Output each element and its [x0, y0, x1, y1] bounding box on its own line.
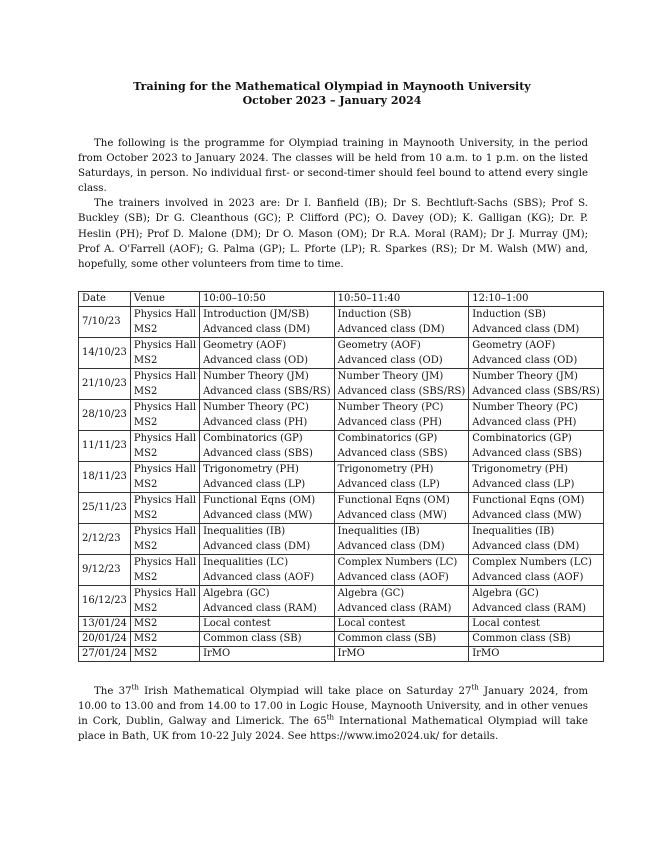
row-slot-3: [469, 555, 604, 586]
row-venue: [130, 617, 199, 632]
row-slot-3: [469, 493, 604, 524]
row-slot-1: [200, 400, 335, 431]
table-row: [79, 369, 604, 400]
row-venue: [130, 586, 199, 617]
row-slot-2: [334, 617, 469, 632]
row-slot-1: [200, 632, 335, 647]
row-venue-line: Physics Hall: [133, 309, 197, 320]
row-slot-2-line: Induction (SB): [337, 309, 412, 320]
row-slot-3: [469, 338, 604, 369]
row-slot-2-line: Combinatorics (GP): [337, 433, 438, 444]
row-slot-2-line: Advanced class (RAM): [337, 603, 452, 614]
header-slot-2: 10:50–11:40: [334, 292, 469, 307]
table-row: [79, 307, 604, 338]
outro-text-a: The 37: [94, 686, 132, 697]
table-header-row: [79, 292, 604, 307]
row-slot-2: [334, 632, 469, 647]
row-venue: [130, 369, 199, 400]
row-slot-3: [469, 617, 604, 632]
row-venue-line: MS2: [133, 618, 158, 629]
row-slot-1-line: Algebra (GC): [203, 588, 270, 599]
row-slot-1-line: Geometry (AOF): [203, 340, 287, 351]
row-slot-3-line: Advanced class (SBS): [472, 448, 583, 459]
row-venue: [130, 524, 199, 555]
row-venue-line: Physics Hall: [133, 557, 197, 568]
row-slot-3: [469, 524, 604, 555]
row-venue-line: Physics Hall: [133, 371, 197, 382]
row-slot-2: [334, 369, 469, 400]
row-slot-2: [334, 647, 469, 662]
row-date: 16/12/23: [79, 586, 131, 617]
row-slot-1: [200, 338, 335, 369]
row-slot-3-line: Trigonometry (PH): [472, 464, 569, 475]
row-slot-2-line: Common class (SB): [337, 633, 437, 644]
table-row: [79, 647, 604, 662]
row-slot-2-line: Functional Eqns (OM): [337, 495, 450, 506]
row-slot-1: [200, 462, 335, 493]
row-slot-1: [200, 617, 335, 632]
row-date: 9/12/23: [79, 555, 131, 586]
row-slot-1-line: Trigonometry (PH): [203, 464, 299, 475]
row-slot-2-line: Inequalities (IB): [337, 526, 420, 537]
row-date: 20/01/24: [79, 632, 131, 647]
row-slot-1-line: Advanced class (SBS/RS): [203, 386, 331, 397]
row-slot-1-line: Advanced class (AOF): [203, 572, 315, 583]
row-venue-line: MS2: [133, 603, 158, 614]
row-slot-3-line: IrMO: [472, 648, 500, 659]
row-date: 28/10/23: [79, 400, 131, 431]
row-venue-line: MS2: [133, 510, 158, 521]
row-slot-3: [469, 647, 604, 662]
row-slot-1-line: Advanced class (MW): [203, 510, 313, 521]
title-line-1: Training for the Mathematical Olympiad in Maynooth University: [133, 80, 531, 93]
intro-section: [78, 136, 588, 272]
row-venue: [130, 493, 199, 524]
row-slot-3-line: Number Theory (PC): [472, 402, 579, 413]
row-slot-2-line: Advanced class (DM): [337, 324, 445, 335]
row-slot-3: [469, 369, 604, 400]
header-date: Date: [79, 292, 131, 307]
row-slot-3-line: Local contest: [472, 618, 540, 629]
row-slot-3: [469, 462, 604, 493]
row-slot-1: [200, 369, 335, 400]
row-slot-1: [200, 307, 335, 338]
row-slot-2: [334, 586, 469, 617]
row-slot-2-line: Number Theory (JM): [337, 371, 444, 382]
row-venue: [130, 338, 199, 369]
intro-paragraph-2: The trainers involved in 2023 are: Dr I. Banfield (IB); Dr S. Bechtluft-Sachs (SBS); Prof S. Buckley (SB); Dr G. Cleanthous (GC); P. Clifford (PC); O. Davey (OD); K. Galligan (KG); Dr. P. Heslin (PH); Prof D. Malone (DM); Dr O. Mason (OM); Dr R.A. Moral (RAM); Dr J. Murray (JM); Prof A. O'Farrell (AOF); G. Palma (GP); L. Pforte (LP); R. Sparkes (RS); Dr M. Walsh (MW) and, hopefully, some other volunteers from time to time.: [78, 198, 588, 270]
row-venue-line: Physics Hall: [133, 464, 197, 475]
row-venue-line: Physics Hall: [133, 588, 197, 599]
header-venue: Venue: [130, 292, 199, 307]
row-slot-1-line: Combinatorics (GP): [203, 433, 303, 444]
row-slot-2-line: Number Theory (PC): [337, 402, 444, 413]
row-slot-2-line: Advanced class (LP): [337, 479, 440, 490]
row-slot-1-line: Common class (SB): [203, 633, 302, 644]
row-venue-line: Physics Hall: [133, 340, 197, 351]
row-slot-2-line: Advanced class (MW): [337, 510, 447, 521]
row-venue-line: MS2: [133, 417, 158, 428]
row-slot-1-line: Functional Eqns (OM): [203, 495, 316, 506]
intro-paragraph-1: The following is the programme for Olympiad training in Maynooth University, in the period from October 2023 to January 2024. The classes will be held from 10 a.m. to 1 p.m. on the listed Saturdays, in person. No individual first- or second-timer should feel bound to attend every single class.: [78, 138, 588, 195]
row-slot-3-line: Advanced class (MW): [472, 510, 582, 521]
table-row: [79, 524, 604, 555]
row-date: 21/10/23: [79, 369, 131, 400]
row-venue: [130, 555, 199, 586]
row-slot-3-line: Advanced class (DM): [472, 541, 580, 552]
row-venue-line: Physics Hall: [133, 526, 197, 537]
row-slot-3-line: Number Theory (JM): [472, 371, 578, 382]
row-venue-line: MS2: [133, 633, 158, 644]
row-slot-3-line: Advanced class (DM): [472, 324, 580, 335]
row-slot-1-line: Advanced class (OD): [203, 355, 309, 366]
row-slot-2-line: Advanced class (PH): [337, 417, 442, 428]
row-venue-line: MS2: [133, 448, 158, 459]
row-slot-1-line: Advanced class (RAM): [203, 603, 317, 614]
row-date: 11/11/23: [79, 431, 131, 462]
row-slot-2: [334, 524, 469, 555]
table-row: [79, 617, 604, 632]
row-slot-1: [200, 586, 335, 617]
table-row: [79, 586, 604, 617]
row-slot-2: [334, 555, 469, 586]
row-slot-1: [200, 524, 335, 555]
row-slot-3-line: Inequalities (IB): [472, 526, 555, 537]
row-slot-1-line: Advanced class (LP): [203, 479, 306, 490]
row-slot-3-line: Advanced class (PH): [472, 417, 577, 428]
row-slot-1-line: Inequalities (LC): [203, 557, 289, 568]
outro-section: [78, 684, 588, 744]
row-slot-2-line: Advanced class (OD): [337, 355, 443, 366]
row-date: 25/11/23: [79, 493, 131, 524]
row-venue-line: MS2: [133, 386, 158, 397]
row-slot-2-line: Advanced class (SBS/RS): [337, 386, 466, 397]
outro-text-c: January 2024, from 10.00 to 13.00 and from 14.00 to 17.00 in Logic House, Maynooth University, and in other venues in Cork, Dublin, Galway and Limerick. The 65: [78, 686, 588, 728]
row-slot-3-line: Advanced class (SBS/RS): [472, 386, 600, 397]
row-venue-line: MS2: [133, 324, 158, 335]
outro-paragraph: [78, 684, 588, 744]
row-slot-3-line: Algebra (GC): [472, 588, 539, 599]
row-slot-3: [469, 431, 604, 462]
row-venue: [130, 431, 199, 462]
row-slot-3-line: Advanced class (OD): [472, 355, 578, 366]
schedule-body: [79, 307, 604, 662]
row-slot-3-line: Functional Eqns (OM): [472, 495, 585, 506]
row-venue-line: Physics Hall: [133, 495, 197, 506]
row-date: 14/10/23: [79, 338, 131, 369]
row-slot-3: [469, 307, 604, 338]
row-slot-1-line: Advanced class (DM): [203, 324, 311, 335]
row-venue: [130, 307, 199, 338]
row-date: 2/12/23: [79, 524, 131, 555]
outro-sup-1: th: [131, 683, 139, 692]
outro-sup-2: th: [471, 683, 479, 692]
header-slot-1: 10:00–10:50: [200, 292, 335, 307]
header-slot-3: 12:10–1:00: [469, 292, 604, 307]
row-slot-2-line: IrMO: [337, 648, 365, 659]
row-slot-2: [334, 431, 469, 462]
row-date: 27/01/24: [79, 647, 131, 662]
outro-text-b: Irish Mathematical Olympiad will take place on Saturday 27: [138, 686, 472, 697]
row-slot-3-line: Geometry (AOF): [472, 340, 556, 351]
row-slot-3-line: Advanced class (RAM): [472, 603, 586, 614]
row-slot-1-line: Number Theory (PC): [203, 402, 309, 413]
row-venue: [130, 400, 199, 431]
row-slot-1-line: Inequalities (IB): [203, 526, 286, 537]
row-slot-1: [200, 493, 335, 524]
row-venue: [130, 462, 199, 493]
row-venue-line: Physics Hall: [133, 402, 197, 413]
row-slot-2-line: Complex Numbers (LC): [337, 557, 458, 568]
row-date: 13/01/24: [79, 617, 131, 632]
title-line-2: October 2023 – January 2024: [242, 94, 422, 107]
row-date: 7/10/23: [79, 307, 131, 338]
table-row: [79, 338, 604, 369]
row-slot-2: [334, 462, 469, 493]
table-row: [79, 555, 604, 586]
row-slot-2-line: Local contest: [337, 618, 406, 629]
row-venue: [130, 632, 199, 647]
row-slot-2: [334, 307, 469, 338]
outro-sup-3: th: [326, 713, 335, 722]
row-slot-1-line: Advanced class (PH): [203, 417, 308, 428]
row-slot-3: [469, 632, 604, 647]
row-slot-2: [334, 400, 469, 431]
row-slot-1-line: Advanced class (SBS): [203, 448, 313, 459]
row-slot-3-line: Induction (SB): [472, 309, 546, 320]
row-venue-line: MS2: [133, 541, 158, 552]
row-date: 18/11/23: [79, 462, 131, 493]
row-slot-3-line: Advanced class (AOF): [472, 572, 584, 583]
row-venue-line: MS2: [133, 479, 158, 490]
row-slot-2-line: Advanced class (SBS): [337, 448, 448, 459]
row-slot-3-line: Advanced class (LP): [472, 479, 575, 490]
row-slot-1: [200, 431, 335, 462]
row-venue-line: MS2: [133, 355, 158, 366]
row-slot-2-line: Advanced class (AOF): [337, 572, 449, 583]
document-title: [0, 80, 664, 108]
table-row: [79, 632, 604, 647]
row-venue: [130, 647, 199, 662]
row-venue-line: MS2: [133, 572, 158, 583]
table-row: [79, 493, 604, 524]
table-row: [79, 431, 604, 462]
row-slot-2-line: Algebra (GC): [337, 588, 405, 599]
row-slot-1: [200, 555, 335, 586]
table-row: [79, 462, 604, 493]
row-slot-2: [334, 338, 469, 369]
row-slot-1-line: Number Theory (JM): [203, 371, 309, 382]
row-slot-3-line: Combinatorics (GP): [472, 433, 572, 444]
schedule-table: [78, 291, 604, 662]
row-venue-line: Physics Hall: [133, 433, 197, 444]
row-slot-1-line: Introduction (JM/SB): [203, 309, 310, 320]
table-row: [79, 400, 604, 431]
row-slot-3: [469, 586, 604, 617]
row-slot-2: [334, 493, 469, 524]
row-slot-1-line: Local contest: [203, 618, 271, 629]
outro-text-d: International Mathematical Olympiad will take place in Bath, UK from 10-22 July 2024. See https://www.imo2024.uk/ for details.: [78, 716, 588, 743]
row-slot-2-line: Geometry (AOF): [337, 340, 421, 351]
row-venue-line: MS2: [133, 648, 158, 659]
row-slot-2-line: Advanced class (DM): [337, 541, 445, 552]
row-slot-2-line: Trigonometry (PH): [337, 464, 434, 475]
row-slot-3-line: Common class (SB): [472, 633, 571, 644]
row-slot-1-line: Advanced class (DM): [203, 541, 311, 552]
row-slot-3-line: Complex Numbers (LC): [472, 557, 592, 568]
row-slot-1: [200, 647, 335, 662]
row-slot-3: [469, 400, 604, 431]
row-slot-1-line: IrMO: [203, 648, 231, 659]
